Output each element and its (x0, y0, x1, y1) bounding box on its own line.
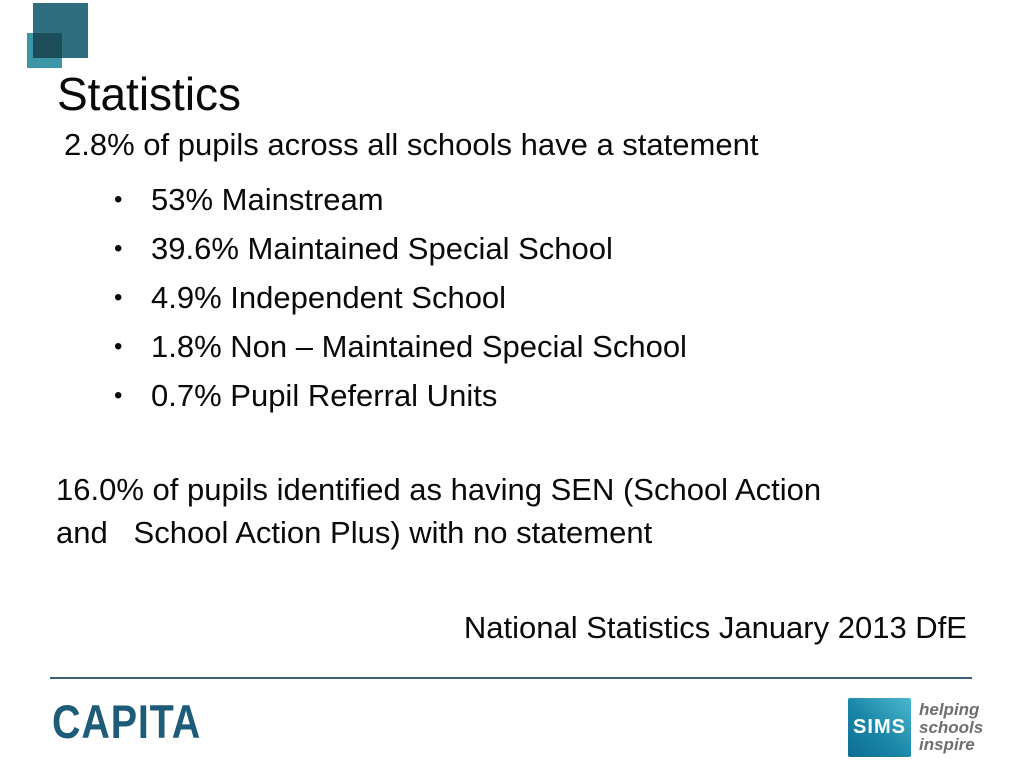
list-item (114, 371, 687, 420)
sims-logo (848, 698, 911, 757)
list-item (114, 322, 687, 371)
sen-paragraph (56, 468, 821, 554)
intro-statement: 2.8% of pupils across all schools have a statement (64, 127, 759, 162)
bullet-icon: • (114, 332, 123, 360)
sims-logo-text: SIMS (853, 716, 906, 738)
source-attribution: National Statistics January 2013 DfE (463, 610, 967, 645)
list-item (114, 175, 687, 224)
list-item (114, 273, 687, 322)
bullet-icon: • (114, 283, 123, 311)
sims-tagline-line: schools (919, 717, 984, 737)
capita-logo: CAPITA (52, 695, 202, 748)
bullet-icon: • (114, 185, 123, 213)
bullet-text: 53% Mainstream (151, 181, 384, 217)
list-item (114, 224, 687, 273)
sims-tagline-line: helping (919, 700, 980, 719)
bullet-list (114, 175, 687, 420)
page-title: Statistics (57, 68, 242, 120)
decor-square-overlap (33, 33, 62, 58)
bullet-text: 0.7% Pupil Referral Units (151, 377, 498, 413)
footer-divider (50, 677, 972, 679)
sims-tagline-line: inspire (919, 735, 975, 754)
sen-paragraph-line2: and School Action Plus) with no statement (56, 515, 653, 550)
bullet-text: 1.8% Non – Maintained Special School (151, 328, 687, 364)
sen-paragraph-line1: 16.0% of pupils identified as having SEN (School Action (56, 472, 822, 507)
bullet-icon: • (114, 234, 123, 262)
bullet-icon: • (114, 381, 123, 409)
sims-tagline (919, 701, 983, 754)
bullet-text: 39.6% Maintained Special School (151, 230, 613, 266)
bullet-text: 4.9% Independent School (151, 279, 507, 315)
